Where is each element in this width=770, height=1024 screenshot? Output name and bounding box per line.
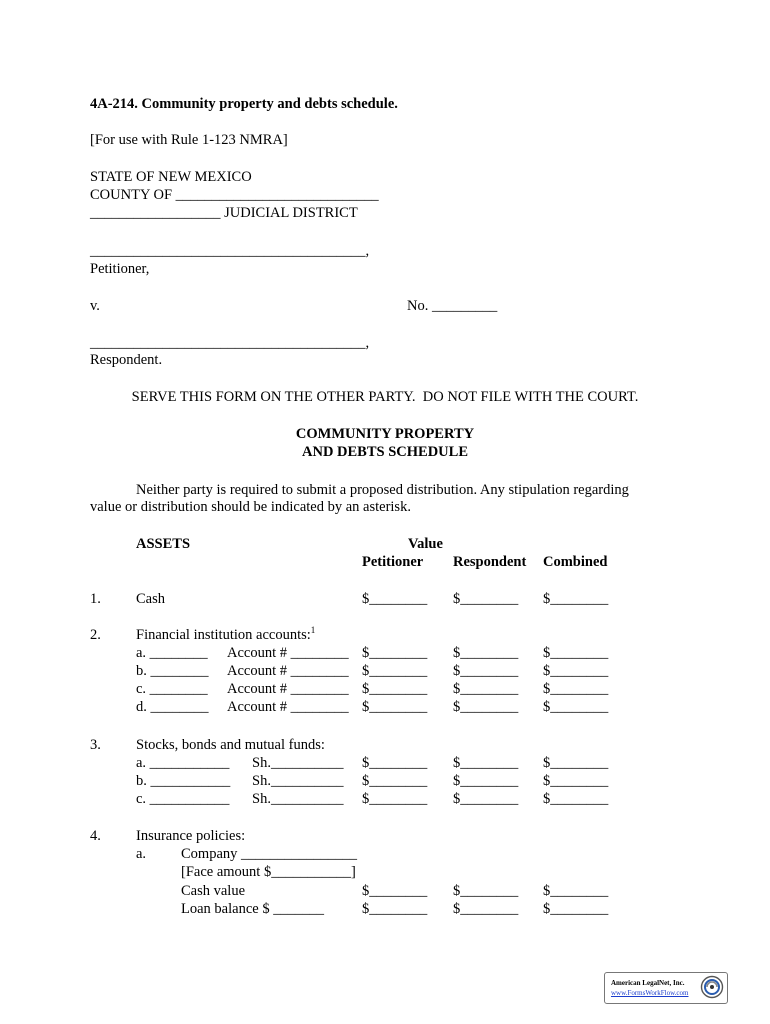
petitioner-column-header: Petitioner: [362, 554, 424, 570]
form-title-line1: COMMUNITY PROPERTY: [295, 426, 475, 442]
account-combined-amount[interactable]: $________: [543, 645, 609, 661]
stock-respondent-amount[interactable]: $________: [453, 791, 519, 807]
account-respondent-amount[interactable]: $________: [453, 645, 519, 661]
stock-respondent-amount[interactable]: $________: [453, 755, 519, 771]
stock-respondent-amount[interactable]: $________: [453, 773, 519, 789]
assets-header: ASSETS: [136, 536, 191, 552]
account-number-field[interactable]: Account # ________: [227, 663, 349, 679]
instructions-line1: Neither party is required to submit a proposed distribution. Any stipulation regarding: [136, 482, 629, 498]
value-header: Value: [408, 536, 443, 552]
insurance-label: Insurance policies:: [136, 828, 246, 844]
stock-shares-field[interactable]: Sh.__________: [252, 755, 344, 771]
account-number-field[interactable]: Account # ________: [227, 699, 349, 715]
loan-balance-field[interactable]: Loan balance $ _______: [181, 901, 324, 917]
respondent-label: Respondent.: [90, 352, 163, 368]
footnote-marker: 1: [310, 625, 316, 636]
stock-combined-amount[interactable]: $________: [543, 755, 609, 771]
form-title-line2: AND DEBTS SCHEDULE: [302, 444, 468, 460]
insurance-company-field[interactable]: Company ________________: [181, 846, 358, 862]
judicial-district-field[interactable]: __________________ JUDICIAL DISTRICT: [90, 205, 358, 221]
item-number: 2.: [90, 627, 101, 643]
insurance-sub-letter: a.: [136, 846, 147, 862]
loan-balance-combined-amount[interactable]: $________: [543, 901, 609, 917]
stock-combined-amount[interactable]: $________: [543, 791, 609, 807]
cash-value-respondent-amount[interactable]: $________: [453, 883, 519, 899]
cash-value-combined-amount[interactable]: $________: [543, 883, 609, 899]
respondent-column-header: Respondent: [453, 554, 527, 570]
stock-petitioner-amount[interactable]: $________: [362, 773, 428, 789]
stock-letter-field[interactable]: b. ___________: [136, 773, 231, 789]
stock-combined-amount[interactable]: $________: [543, 773, 609, 789]
county-field[interactable]: COUNTY OF ____________________________: [90, 187, 379, 203]
instructions-line2: value or distribution should be indicated by an asterisk.: [90, 499, 411, 515]
account-respondent-amount[interactable]: $________: [453, 699, 519, 715]
loan-balance-petitioner-amount[interactable]: $________: [362, 901, 428, 917]
item-number: 4.: [90, 828, 101, 844]
combined-column-header: Combined: [543, 554, 608, 570]
account-combined-amount[interactable]: $________: [543, 663, 609, 679]
stock-petitioner-amount[interactable]: $________: [362, 755, 428, 771]
footer-url-link[interactable]: www.FormsWorkFlow.com: [611, 989, 689, 997]
account-respondent-amount[interactable]: $________: [453, 681, 519, 697]
stock-petitioner-amount[interactable]: $________: [362, 791, 428, 807]
financial-accounts-text: Financial institution accounts:: [136, 627, 311, 643]
account-combined-amount[interactable]: $________: [543, 681, 609, 697]
case-number-field[interactable]: No. _________: [407, 298, 498, 314]
stocks-label: Stocks, bonds and mutual funds:: [136, 737, 325, 753]
state-line: STATE OF NEW MEXICO: [90, 169, 252, 185]
account-letter-field[interactable]: d. ________: [136, 699, 209, 715]
stock-letter-field[interactable]: a. ___________: [136, 755, 230, 771]
cash-value-label: Cash value: [181, 883, 246, 899]
versus-label: v.: [90, 298, 100, 314]
account-number-field[interactable]: Account # ________: [227, 645, 349, 661]
account-letter-field[interactable]: a. ________: [136, 645, 208, 661]
account-respondent-amount[interactable]: $________: [453, 663, 519, 679]
face-amount-field[interactable]: [Face amount $___________]: [181, 864, 356, 880]
cash-label: Cash: [136, 591, 165, 607]
account-letter-field[interactable]: b. ________: [136, 663, 209, 679]
stock-shares-field[interactable]: Sh.__________: [252, 791, 344, 807]
account-number-field[interactable]: Account # ________: [227, 681, 349, 697]
respondent-name-field[interactable]: ______________________________________,: [90, 335, 370, 351]
rule-note: [For use with Rule 1-123 NMRA]: [90, 132, 288, 148]
loan-balance-respondent-amount[interactable]: $________: [453, 901, 519, 917]
financial-accounts-label: [136, 626, 315, 644]
cash-value-petitioner-amount[interactable]: $________: [362, 883, 428, 899]
account-petitioner-amount[interactable]: $________: [362, 681, 428, 697]
account-petitioner-amount[interactable]: $________: [362, 645, 428, 661]
item-number: 3.: [90, 737, 101, 753]
stock-shares-field[interactable]: Sh.__________: [252, 773, 344, 789]
rule-title: 4A-214. Community property and debts schedule.: [90, 96, 398, 112]
legalnet-footer-badge: [604, 972, 728, 1004]
cash-respondent-amount[interactable]: $________: [453, 591, 519, 607]
stock-letter-field[interactable]: c. ___________: [136, 791, 230, 807]
cash-combined-amount[interactable]: $________: [543, 591, 609, 607]
legalnet-logo-icon: [700, 975, 724, 999]
serve-notice: SERVE THIS FORM ON THE OTHER PARTY. DO NOT FILE WITH THE COURT.: [131, 389, 639, 405]
account-petitioner-amount[interactable]: $________: [362, 699, 428, 715]
cash-petitioner-amount[interactable]: $________: [362, 591, 428, 607]
account-letter-field[interactable]: c. ________: [136, 681, 208, 697]
petitioner-name-field[interactable]: ______________________________________,: [90, 243, 370, 259]
account-petitioner-amount[interactable]: $________: [362, 663, 428, 679]
item-number: 1.: [90, 591, 101, 607]
footer-company: American LegalNet, Inc.: [611, 979, 685, 987]
petitioner-label: Petitioner,: [90, 261, 150, 277]
account-combined-amount[interactable]: $________: [543, 699, 609, 715]
